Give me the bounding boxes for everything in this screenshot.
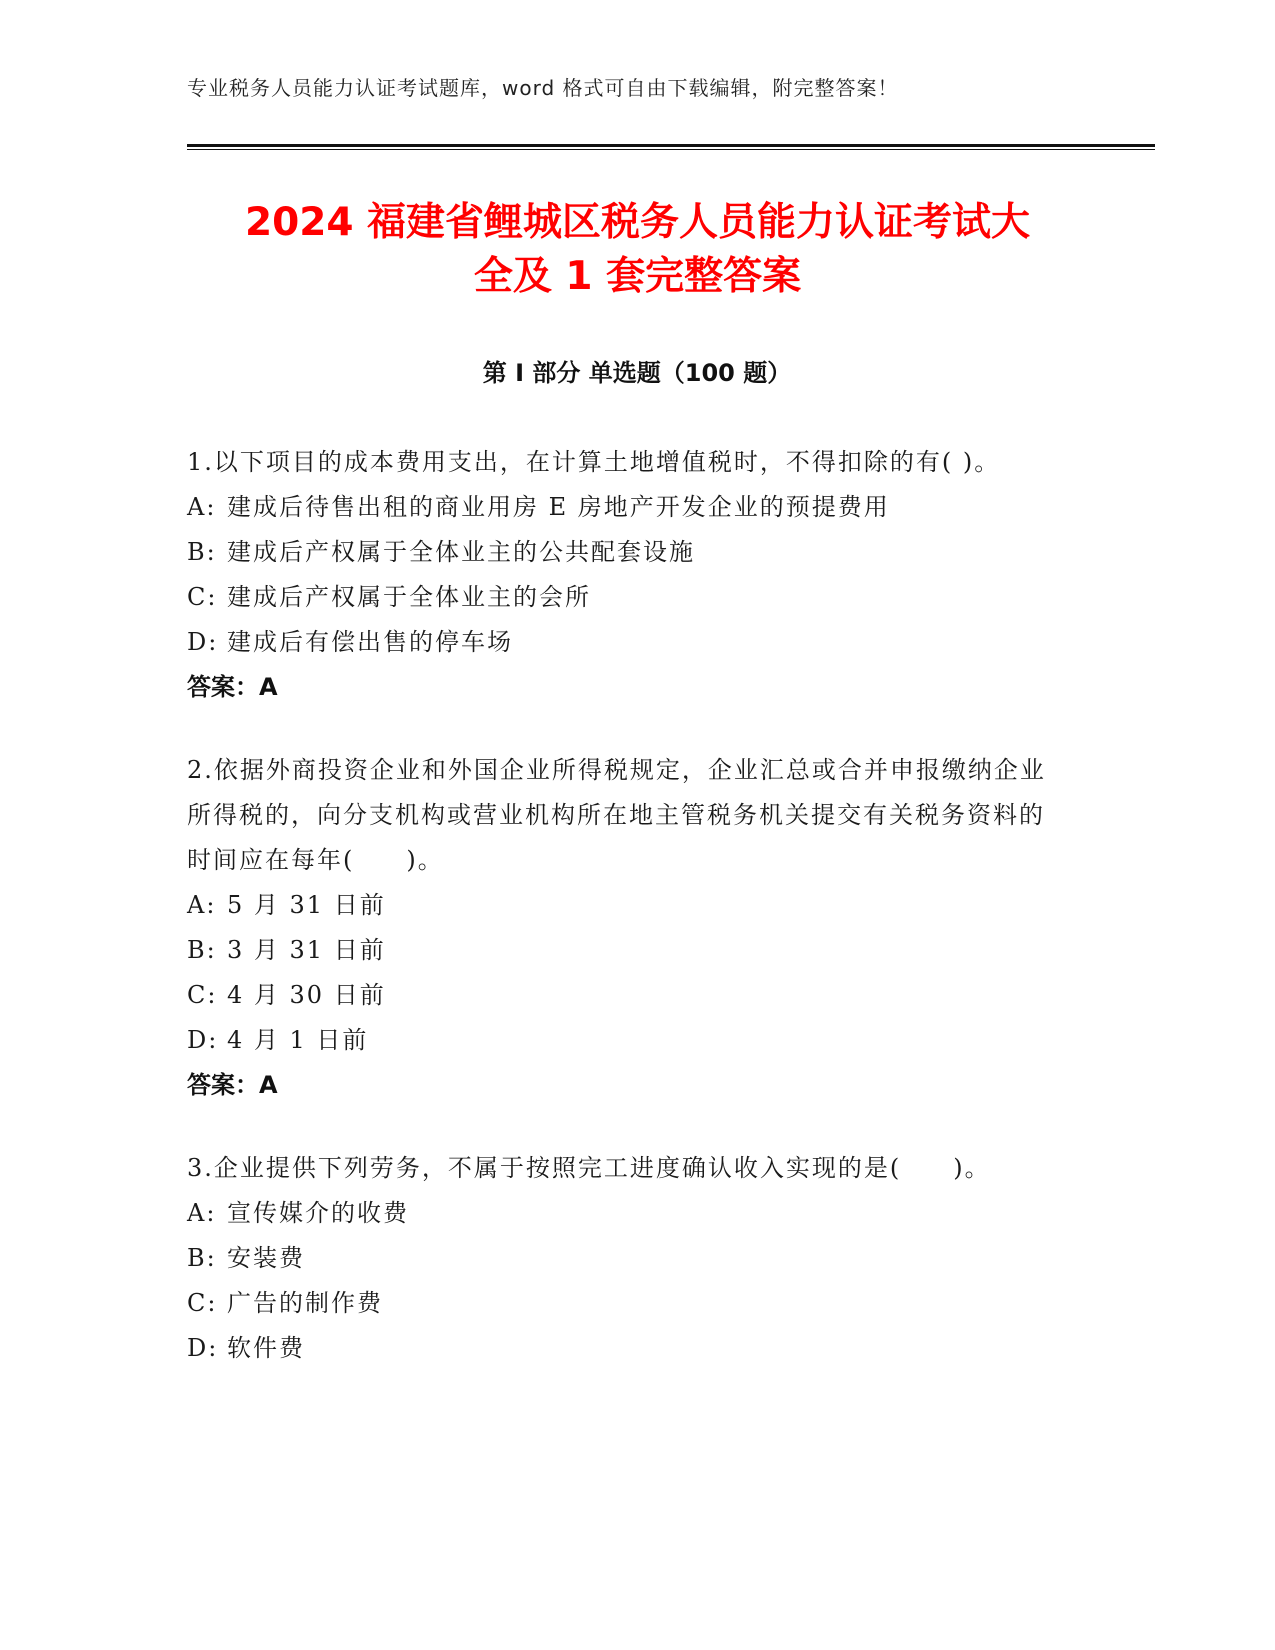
document-title-line-2: 全及 1 套完整答案 (473, 254, 802, 299)
question-stem: 1.以下项目的成本费用支出，在计算土地增值税时，不得扣除的有( )。 (187, 448, 1001, 476)
question-item (187, 1146, 1067, 1371)
question-option (187, 1236, 1067, 1281)
option-key: A: (187, 891, 217, 919)
question-option (187, 1326, 1067, 1371)
option-text: 建成后产权属于全体业主的公共配套设施 (227, 538, 695, 566)
question-option (187, 485, 1067, 530)
option-key: C: (187, 583, 218, 611)
question-stem: 3.企业提供下列劳务，不属于按照完工进度确认收入实现的是( )。 (187, 1154, 991, 1182)
question-list (187, 440, 1067, 1409)
option-text: 建成后待售出租的商业用房 E 房地产开发企业的预提费用 (227, 493, 890, 521)
option-text: 4 月 30 日前 (227, 981, 386, 1009)
option-key: A: (187, 1199, 217, 1227)
question-item (187, 748, 1067, 1108)
option-text: 3 月 31 日前 (227, 936, 386, 964)
option-key: B: (187, 936, 217, 964)
question-option (187, 883, 1067, 928)
option-text: 安装费 (227, 1244, 305, 1272)
header-note: 专业税务人员能力认证考试题库，word 格式可自由下载编辑，附完整答案！ (187, 76, 899, 100)
option-key: D: (187, 1026, 219, 1054)
option-text: 4 月 1 日前 (227, 1026, 369, 1054)
option-key: B: (187, 1244, 217, 1272)
option-key: C: (187, 981, 218, 1009)
question-stem: 2.依据外商投资企业和外国企业所得税规定，企业汇总或合并申报缴纳企业所得税的，向分支机构或营业机构所在地主管税务机关提交有关税务资料的时间应在每年( )。 (187, 756, 1046, 874)
document-title-line-1: 2024 福建省鲤城区税务人员能力认证考试大 (244, 200, 1031, 245)
option-key: A: (187, 493, 217, 521)
option-text: 5 月 31 日前 (227, 891, 386, 919)
option-key: D: (187, 628, 219, 656)
question-answer: 答案：A (187, 1071, 278, 1099)
option-key: D: (187, 1334, 219, 1362)
question-option (187, 620, 1067, 665)
question-item (187, 440, 1067, 710)
question-option (187, 928, 1067, 973)
section-title: 第 I 部分 单选题（100 题） (482, 359, 792, 387)
question-option (187, 973, 1067, 1018)
option-text: 软件费 (227, 1334, 305, 1362)
question-option (187, 1281, 1067, 1326)
option-text: 宣传媒介的收费 (227, 1199, 409, 1227)
option-text: 建成后产权属于全体业主的会所 (227, 583, 591, 611)
question-answer: 答案：A (187, 673, 278, 701)
option-key: B: (187, 538, 217, 566)
question-option (187, 530, 1067, 575)
question-option (187, 575, 1067, 620)
header-divider (187, 144, 1155, 151)
question-option (187, 1018, 1067, 1063)
option-key: C: (187, 1289, 218, 1317)
option-text: 建成后有偿出售的停车场 (227, 628, 513, 656)
option-text: 广告的制作费 (227, 1289, 383, 1317)
document-title (170, 196, 1105, 304)
question-option (187, 1191, 1067, 1236)
